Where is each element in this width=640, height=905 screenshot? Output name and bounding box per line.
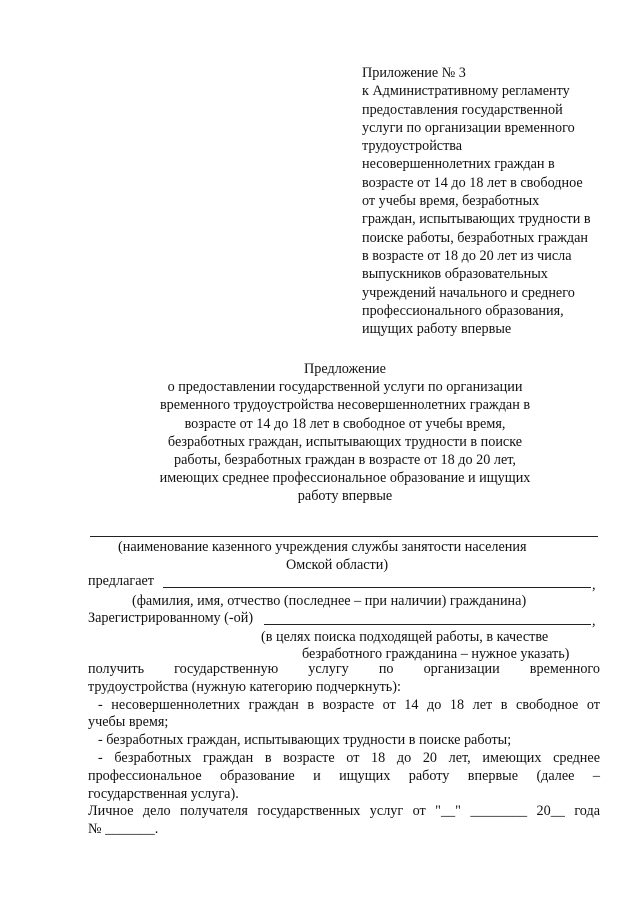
appendix-line: выпускников образовательных: [362, 266, 548, 283]
title-line: работы, безработных граждан в возрасте от 18 до 20 лет,: [174, 452, 516, 469]
title-line: имеющих среднее профессиональное образование и ищущих: [159, 470, 531, 487]
fio-caption: (фамилия, имя, отчество (последнее – при наличии) гражданина): [132, 593, 527, 609]
appendix-line: услуги по организации временного: [362, 119, 575, 136]
title-line: безработных граждан, испытывающих трудности в поиске: [167, 433, 523, 450]
institution-caption-cont: Омской области): [286, 557, 389, 573]
registered-label: Зарегистрированному (-ой): [88, 610, 254, 626]
category-item-graduates-end: государственная услуга).: [88, 785, 239, 802]
appendix-line: Приложение № 3: [362, 65, 466, 81]
body-text: [88, 661, 600, 839]
body-line: получить государственную услугу по организации временного: [88, 661, 600, 677]
body-line: трудоустройства (нужную категорию подчеркнуть):: [88, 678, 401, 695]
file-number-line: № _______.: [88, 821, 159, 838]
appendix-line: поиске работы, безработных граждан: [362, 229, 589, 246]
purpose-caption-cont: безработного гражданина – нужное указать): [302, 646, 570, 662]
appendix-line: от учебы время, безработных: [362, 193, 540, 210]
appendix-line: возрасте от 14 до 18 лет в свободное: [362, 174, 583, 191]
category-item-minors-cont: учебы время;: [88, 714, 169, 731]
appendix-line: ищущих работу впервые: [362, 321, 512, 338]
appendix-block: [362, 64, 622, 338]
category-item-minors: - несовершеннолетних граждан в возрасте от 14 до 18 лет в свободное от: [98, 696, 600, 713]
category-item-graduates: - безработных граждан в возрасте от 18 до 20 лет, имеющих среднее: [98, 749, 600, 766]
title-line: о предоставлении государственной услуги по организации: [167, 379, 523, 396]
appendix-line: учреждений начального и среднего: [362, 284, 575, 301]
appendix-line: предоставления государственной: [362, 101, 563, 118]
institution-caption: (наименование казенного учреждения службы занятости населения: [118, 539, 527, 555]
purpose-caption: (в целях поиска подходящей работы, в качестве: [261, 629, 549, 645]
institution-blank-line: [90, 536, 598, 537]
appendix-line: к Административному регламенту: [362, 83, 570, 100]
fio-blank-line: [163, 587, 591, 588]
title-line: временного трудоустройства несовершеннолетних граждан в: [159, 397, 531, 414]
appendix-line: трудоустройства: [362, 138, 463, 155]
offers-label: предлагает: [88, 573, 155, 589]
appendix-line: в возрасте от 18 до 20 лет из числа: [362, 247, 572, 264]
title-line: Предложение: [304, 361, 386, 377]
personal-file-line: Личное дело получателя государственных услуг от "__" ________ 20__ года: [88, 803, 600, 820]
document-title: [90, 360, 600, 506]
comma-1: ,: [592, 577, 596, 593]
appendix-line: несовершеннолетних граждан в: [362, 156, 555, 173]
title-line: возрасте от 14 до 18 лет в свободное от учебы время,: [184, 415, 506, 432]
status-blank-line: [264, 624, 591, 625]
appendix-line: профессионального образования,: [362, 302, 564, 319]
category-item-graduates-cont: профессиональное образование и ищущих работу впервые (далее –: [88, 767, 600, 784]
appendix-line: граждан, испытывающих трудности в: [362, 211, 591, 228]
title-line: работу впервые: [297, 488, 393, 505]
comma-2: ,: [592, 613, 596, 629]
category-item-difficulty: - безработных граждан, испытывающих трудности в поиске работы;: [98, 732, 512, 749]
